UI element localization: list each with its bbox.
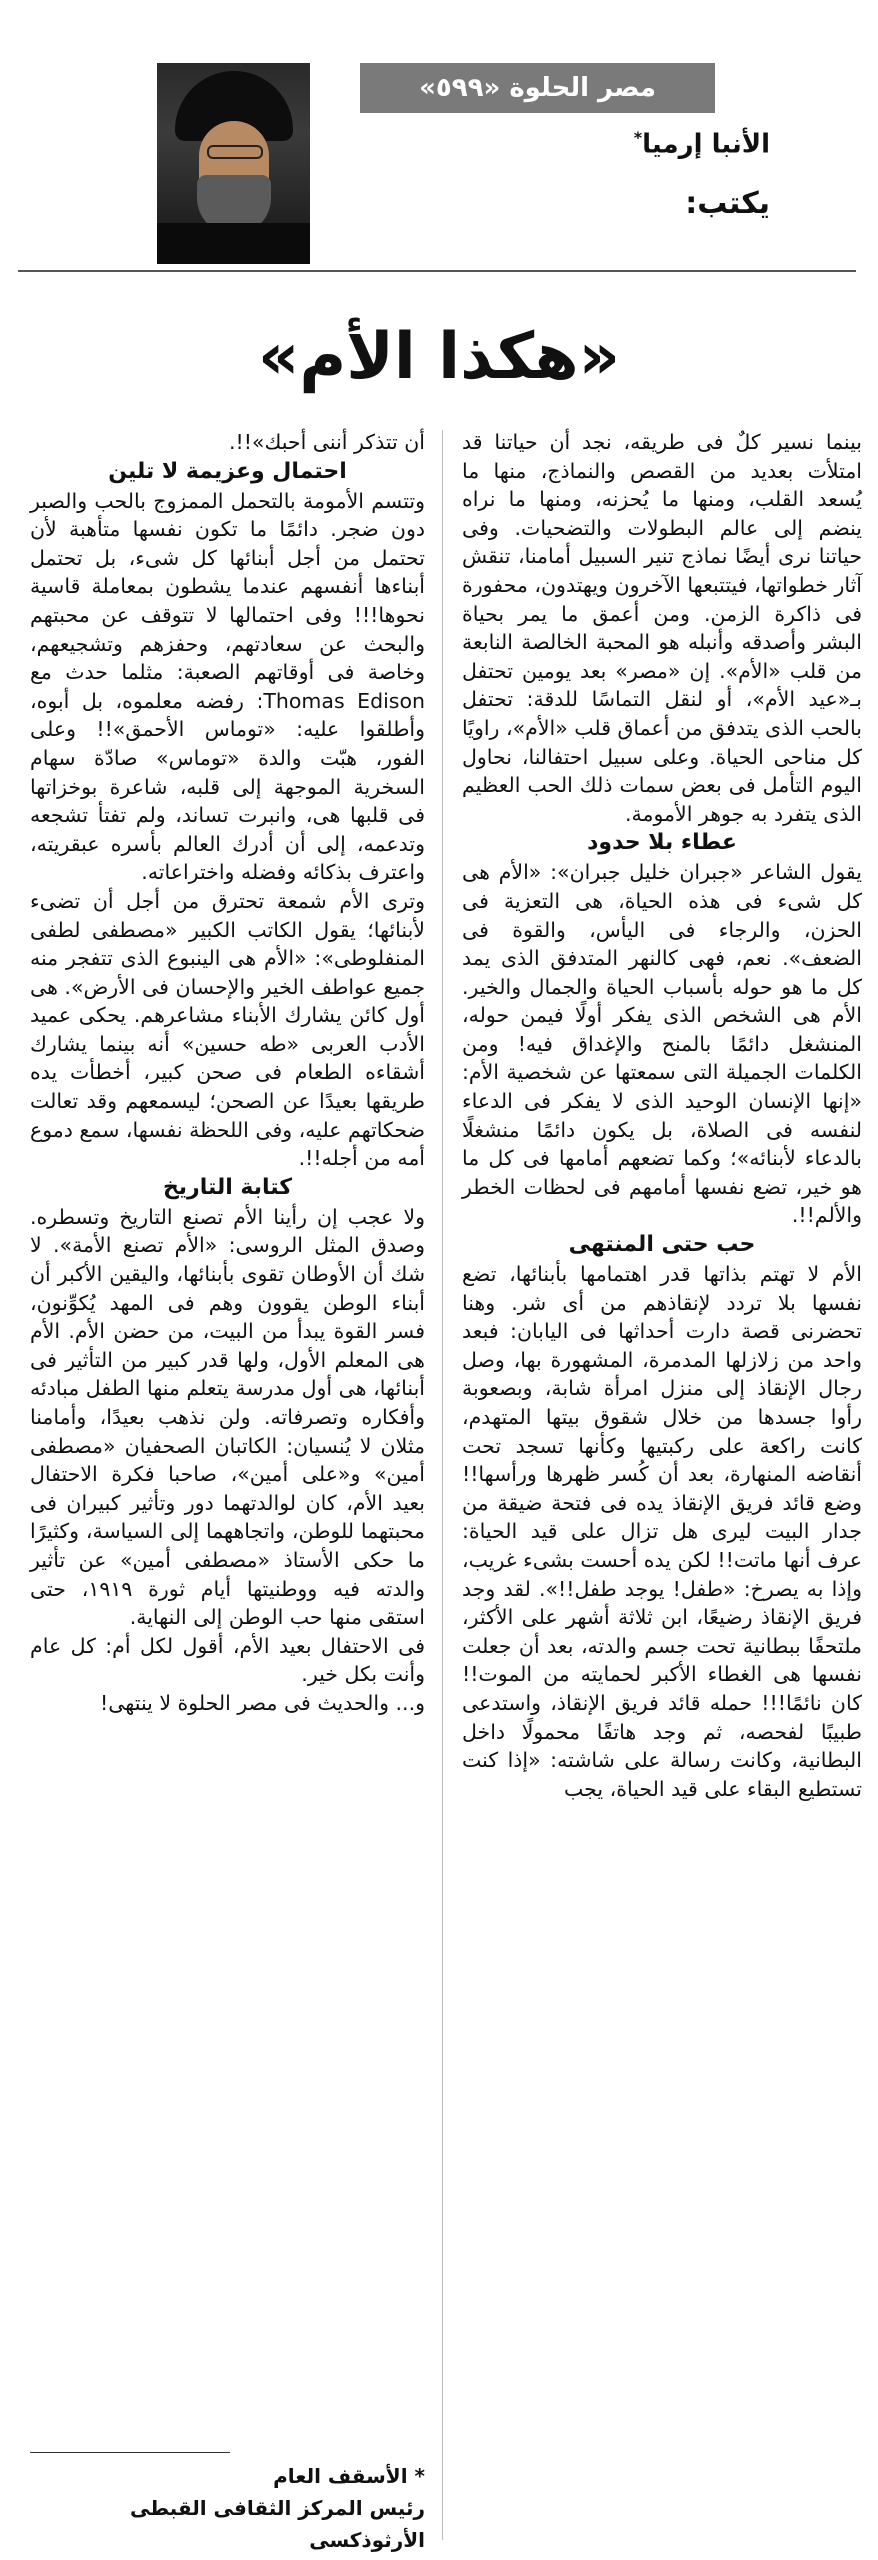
article-column-left — [30, 428, 425, 1718]
author-photo — [157, 63, 310, 264]
writes-label: يكتب: — [685, 186, 770, 221]
paragraph: وترى الأم شمعة تحترق من أجل أن تضىء لأبنائها؛ يقول الكاتب الكبير «مصطفى لطفى المنفلوطى»: «الأم هى الينبوع الذى تتفجر منه جميع عواطف الخير والإحسان فى الأرض». هى أول كائن يشارك الأبناء مشاعرهم. يحكى عميد الأدب العربى «طه حسين» أنه بينما يشارك أشقاءه الطعام فى صحن كبير، أخطأت يده طريقها بعيدًا عن الصحن؛ ليسمعهم وقد تعالت ضحكاتهم عليه، وفى اللحظة نفسها، سمع دموع أمه من أجله!!. — [29, 888, 425, 1171]
footnote-divider — [30, 2452, 230, 2453]
section-heading: عطاء بلا حدود — [587, 830, 737, 856]
paragraph: ولا عجب إن رأينا الأم تصنع التاريخ وتسطره. وصدق المثل الروسى: «الأم تصنع الأمة». لا شك أن الأوطان تقوى بأبنائها، واليقين الأكبر أن أبناء الوطن يقوون وهم فى المهد يُكوِّنون، فسر القوة يبدأ من البيت، من حضن الأم. الأم هى المعلم الأول، ولها قدر كبير من التأثير فى أبنائها، هى أول مدرسة يتعلم منها الطفل مبادئه وأفكاره وتصرفاته. ولن نذهب بعيدًا، وأمامنا مثلان لا يُنسيان: الكاتبان الصحفيان «مصطفى أمين» و«على أمين»، صاحبا فكرة الاحتفال بعيد الأم، كان لوالدتهما دور وتأثير كبيران فى محبتهما للوطن، واتجاههما إلى السياسة، وكثيرًا ما حكى الأستاذ «مصطفى أمين» عن تأثير والدته فيه ووطنيتها أيام ثورة ١٩١٩، حتى استقى منها حب الوطن إلى النهاية. — [30, 1204, 425, 1630]
footnote-role — [30, 2460, 425, 2492]
article-title: «هكذا الأم» — [258, 320, 620, 394]
paragraph: فى الاحتفال بعيد الأم، أقول لكل أم: كل عام وأنت بكل خير. — [30, 1633, 425, 1687]
paragraph: و... والحديث فى مصر الحلوة لا ينتهى! — [100, 1690, 425, 1715]
header-divider — [18, 270, 856, 272]
section-heading: احتمال وعزيمة لا تلين — [108, 458, 347, 484]
paragraph: وتتسم الأمومة بالتحمل الممزوج بالحب والصبر دون ضجر. دائمًا ما تكون نفسها متأهبة لأن تحتمل من أجل أبنائها كل شىء، بل تحتمل أبناءها أنفسهم عندما يشطون بمعاملة قاسية نحوها!!! وفى احتمالها لا تتوقف عن محبتهم والبحث عن سعادتهم، وحفزهم وتشجيعهم، وخاصة فى أوقاتهم الصعبة: مثلما حدث مع Thomas Edison: رفضه معلموه، بل أبوه، وأطلقوا عليه: «توماس الأحمق»!! وعلى الفور، هبّت والدة «توماس» صادّة سهام السخرية الموجهة إلى قلبه، شاعرة بوخزاتها فى قلبها هى، وانبرت تساند، ولم تفتأ تشجعه وتدعمه، إلى أن أدرك العالم بأسره عبقريته، واعترف بذكائه وفضله واختراعاته. — [30, 488, 425, 885]
column-divider — [442, 430, 443, 2540]
author-footnote-mark: * — [633, 128, 643, 147]
paragraph: الأم لا تهتم بذاتها قدر اهتمامها بأبنائها، تضع نفسها بلا تردد لإنقاذهم من أى شر. وهنا تحضرنى قصة دارت أحداثها فى اليابان: فبعد واحد من زلازلها المدمرة، المشهورة بها، وصل رجال الإنقاذ إلى منزل امرأة شابة، وبصعوبة رأوا جسدها من خلال شقوق بيتها المتهدم، كانت راكعة على ركبتيها وكأنها تسجد تحت أنقاضه المنهارة، بعد أن كُسر ظهرها ورأسها!! وضع قائد فريق الإنقاذ يده فى فتحة ضيقة من جدار البيت ليرى هل تزال على قيد الحياة: عرف أنها ماتت!! لكن يده أحست بشىء غريب، وإذا به يصرخ: «طفل! يوجد طفل!!». لقد وجد فريق الإنقاذ رضيعًا، ابن ثلاثة أشهر على الأكثر، ملتحفًا ببطانية تحت جسم والدته، بعد أن جعلت نفسها هى الغطاء الأكبر لحمايته من الموت!! كان نائمًا!!! حمله قائد فريق الإنقاذ، واستدعى طبيبًا لفحصه، ثم وجد هاتفًا محمولًا داخل البطانية، وكانت رسالة على شاشته: «إذا كنت تستطيع البقاء على قيد الحياة، يجب — [462, 1262, 862, 1801]
author-name — [330, 128, 878, 160]
article-column-right — [462, 428, 862, 1803]
paragraph: بينما نسير كلٌ فى طريقه، نجد أن حياتنا قد امتلأت بعديد من القصص والنماذج، منها ما يُسعد القلب، ومنها ما يُحزنه، ومنها ما نراه ينضم إلى عالم البطولات والتضحيات. وفى حياتنا نرى أيضًا نماذج تنير السبيل أمامنا، تنقش آثار خطواتها، فيتتبعها الآخرون ويهتدون، محفورة فى ذاكرة الزمن. ومن أعمق ما يمر بحياة البشر وأصدقه وأنبله هو المحبة الخالصة النابعة من قلب «الأم». إن «مصر» بعد يومين تحتفل بـ«عيد الأم»، أو لنقل التماسًا للدقة: تحتفل بالحب الذى يتدفق من أعماق قلب «الأم»، راويًا كل مناحى الحياة. وعلى سبيل احتفالنا، نحاول اليوم التأمل فى بعض سمات ذلك الحب العظيم الذى يتفرد به جوهر الأمومة. — [462, 430, 862, 826]
series-label: مصر الحلوة «٥٩٩» — [360, 63, 715, 113]
footnote-role-text: الأسقف العام — [273, 2464, 408, 2488]
author-name-text: الأنبا إرميا — [642, 129, 770, 160]
author-footnote — [30, 2460, 425, 2556]
section-heading: حب حتى المنتهى — [568, 1232, 756, 1258]
footnote-mark: * — [414, 2464, 425, 2488]
footnote-organization: رئيس المركز الثقافى القبطى الأرثوذكسى — [129, 2496, 425, 2552]
paragraph: يقول الشاعر «جبران خليل جبران»: «الأم هى كل شىء فى هذه الحياة، هى التعزية فى الحزن، والرجاء فى اليأس، والقوة فى الضعف». نعم، فهى كالنهر المتدفق الذى يمد كل ما هو حوله بأسباب الحياة والجمال والخير. الأم هى الشخص الذى يفكر أولًا فيمن حوله، المنشغل دائمًا بالمنح والإغداق فيه! ومن الكلمات الجميلة التى سمعتها عن شخصية الأم: «إنها الإنسان الوحيد الذى لا يفكر فى الدعاء لنفسه فى الصلاة، بل يكون دائمًا منشغلًا بالدعاء لأبنائه»؛ وكما تضعهم أمامها فى كل ما هو خير، تضع نفسها أمامهم فى لحظات الخطر والألم!!. — [462, 860, 862, 1228]
section-heading: كتابة التاريخ — [162, 1174, 293, 1200]
paragraph: أن تتذكر أننى أحبك»!!. — [228, 430, 425, 454]
